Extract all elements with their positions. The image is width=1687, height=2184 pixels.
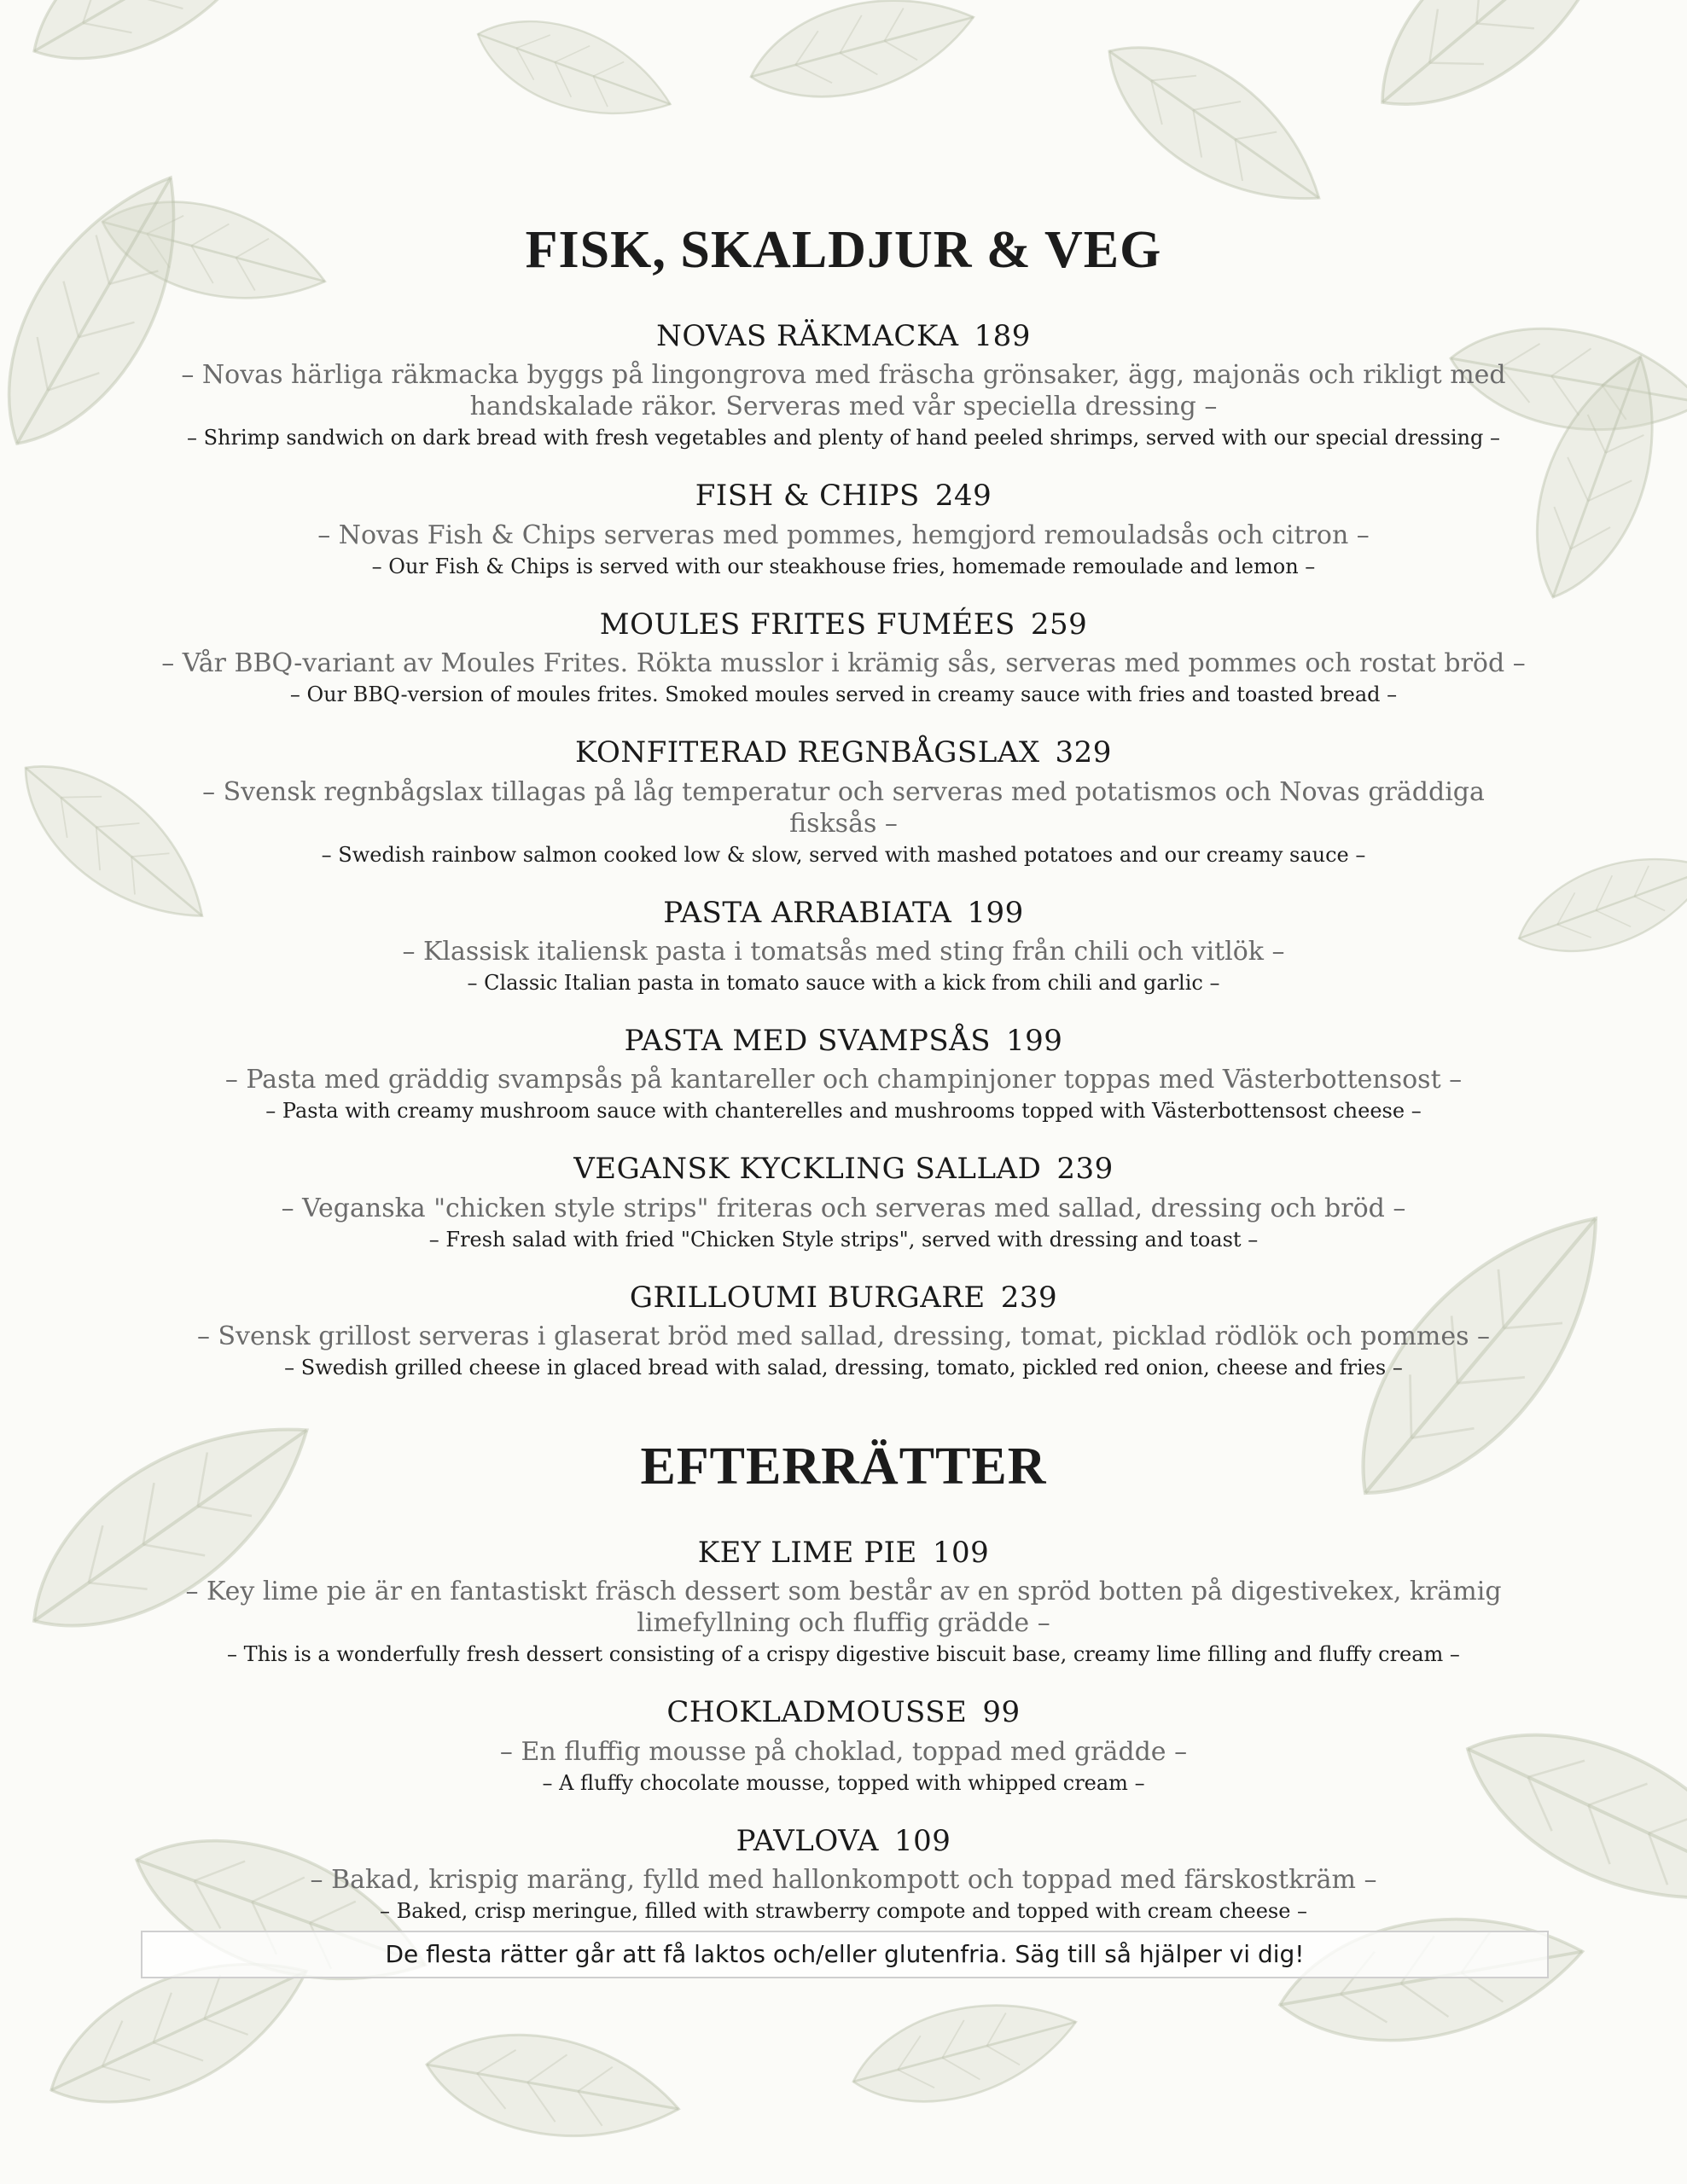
menu-item [157,609,1531,708]
menu-item [157,1153,1531,1252]
item-description-swedish: – Veganska "chicken style strips" friteras och serveras med sallad, dressing och bröd – [281,1193,1406,1223]
item-description-english: – Baked, crisp meringue, filled with strawberry compote and topped with cream cheese – [379,1899,1308,1924]
item-name: KEY LIME PIE [697,1536,917,1570]
menu-items [0,1537,1687,1925]
item-description-swedish: – Novas härliga räkmacka byggs på lingongrova med fräscha grönsaker, ägg, majonäs och rikligt med handskalade räkor. Serveras med vår speciella dressing – [181,360,1506,422]
item-description-swedish: – Vår BBQ-variant av Moules Frites. Rökta musslor i krämig sås, serveras med pommes och rostat bröd – [161,648,1526,679]
item-description-english: – Swedish rainbow salmon cooked low & slow, served with mashed potatoes and our creamy sauce – [321,842,1366,867]
item-price: 259 [1030,607,1088,642]
item-description-swedish: – Klassisk italiensk pasta i tomatsås med sting från chili och vitlök – [402,936,1285,967]
menu-item [157,1282,1531,1381]
section-desserts [0,1440,1687,1954]
item-price: 189 [974,319,1031,353]
item-description-english: – Our Fish & Chips is served with our steakhouse fries, homemade remoulade and lemon – [371,554,1316,578]
item-price: 199 [967,895,1024,930]
item-description-swedish: – Bakad, krispig maräng, fylld med hallonkompott och toppad med färskostkräm – [310,1865,1377,1896]
section-title: EFTERRÄTTER [640,1438,1047,1496]
section-title: FISK, SKALDJUR & VEG [525,221,1162,279]
item-price: 99 [982,1695,1021,1730]
item-price: 109 [932,1536,990,1570]
item-name: PASTA ARRABIATA [663,895,952,930]
item-description-swedish: – En fluffig mousse på choklad, toppad med grädde – [499,1736,1188,1767]
item-description-english: – Shrimp sandwich on dark bread with fresh vegetables and plenty of hand peeled shrimps, served with our special dressing – [186,426,1501,450]
item-name: MOULES FRITES FUMÉES [599,607,1015,642]
item-name: KONFITERAD REGNBÅGSLAX [575,735,1040,770]
item-description-swedish: – Svensk grillost serveras i glaserat bröd med sallad, dressing, tomat, picklad rödlök och pommes – [196,1321,1491,1352]
item-name: PASTA MED SVAMPSÅS [624,1023,991,1058]
item-description-english: – Fresh salad with fried "Chicken Style strips", served with dressing and toast – [428,1227,1259,1252]
menu-item [157,737,1531,868]
item-description-english: – A fluffy chocolate mousse, topped with whipped cream – [542,1770,1145,1795]
item-price: 239 [1056,1152,1114,1187]
item-description-swedish: – Svensk regnbågslax tillagas på låg temperatur och serveras med potatismos och Novas gräddiga fisksås – [202,776,1485,839]
item-name: FISH & CHIPS [695,479,920,514]
item-description-english: – This is a wonderfully fresh dessert consisting of a crispy digestive biscuit base, creamy lime filling and fluffy cream – [227,1642,1460,1667]
item-description-swedish: – Novas Fish & Chips serveras med pommes, hemgjord remouladsås och citron – [317,520,1370,550]
menu-item [157,897,1531,996]
menu-items [0,321,1687,1381]
menu-item [157,1025,1531,1124]
item-name: PAVLOVA [736,1823,879,1858]
item-name: CHOKLADMOUSSE [666,1695,968,1730]
item-description-swedish: – Key lime pie är en fantastiskt fräsch dessert som består av en spröd botten på digestivekex, krämig limefyllning och fluffig grädde – [185,1577,1502,1639]
menu-item [157,1823,1531,1925]
item-price: 239 [1000,1280,1058,1315]
item-price: 109 [893,1823,951,1858]
item-price: 199 [1006,1023,1063,1058]
menu-item [157,321,1531,451]
menu-item [157,480,1531,579]
menu-item [157,1537,1531,1668]
section-fish-seafood-veg [0,221,1687,1410]
item-description-english: – Our BBQ-version of moules frites. Smoked moules served in creamy sauce with fries and toasted bread – [289,682,1398,707]
item-price: 249 [934,479,992,514]
item-description-swedish: – Pasta med gräddig svampsås på kantareller och champinjoner toppas med Västerbottensost – [224,1065,1463,1095]
item-description-english: – Pasta with creamy mushroom sauce with chanterelles and mushrooms topped with Västerbottensost cheese – [265,1099,1422,1124]
item-price: 329 [1055,735,1112,770]
item-name: NOVAS RÄKMACKA [656,319,959,353]
item-name: GRILLOUMI BURGARE [629,1280,986,1315]
dietary-note: De flesta rätter går att få laktos och/eller glutenfria. Säg till så hjälper vi dig! [141,1931,1549,1978]
item-description-english: – Classic Italian pasta in tomato sauce with a kick from chili and garlic – [467,970,1220,995]
item-name: VEGANSK KYCKLING SALLAD [573,1152,1042,1187]
item-description-english: – Swedish grilled cheese in glaced bread with salad, dressing, tomato, pickled red onion, cheese and fries – [284,1356,1403,1380]
menu-item [157,1697,1531,1796]
